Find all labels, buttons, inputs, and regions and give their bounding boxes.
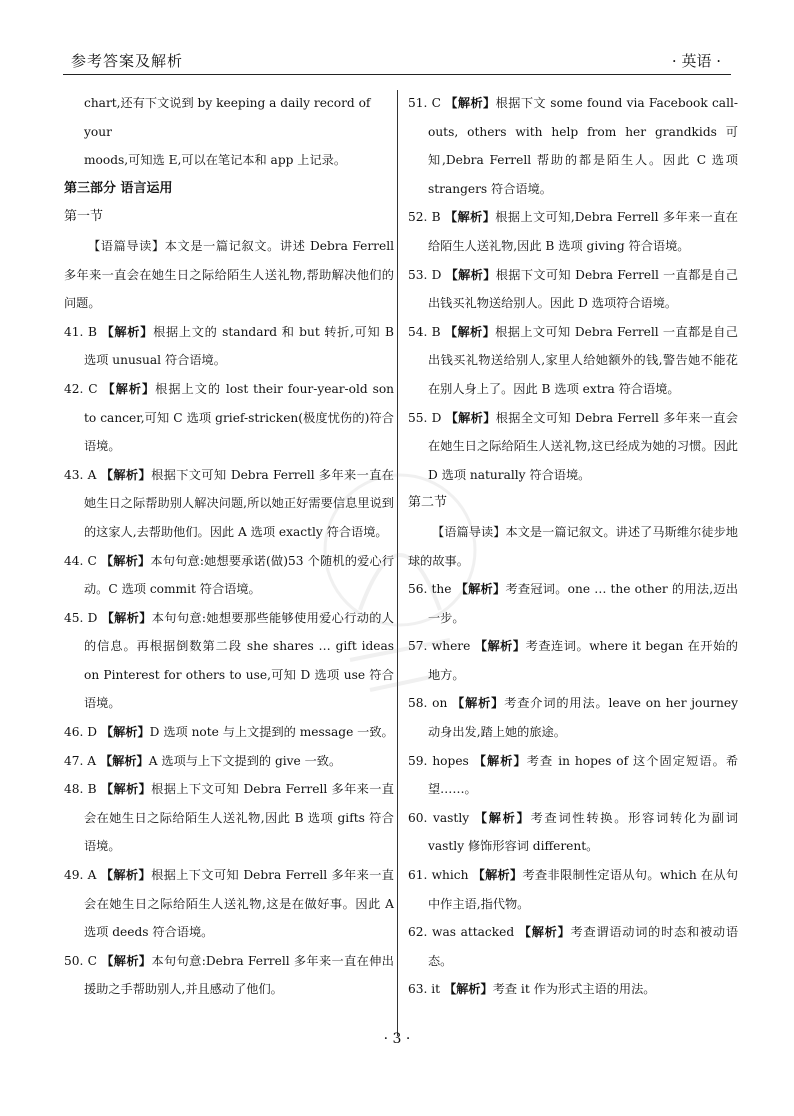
answer-list [408, 89, 738, 489]
answer-list [408, 575, 738, 1004]
answer-item [64, 547, 394, 604]
item-number: 56. [408, 582, 432, 597]
item-text: 根据上文可知 Debra Ferrell 一直都是自己出钱买礼物送给别人,家里人给她额外的钱,警告她不能花在别人身上了。因此 B 选项 extra 符合语境。 [428, 324, 738, 396]
reading-guide: 【语篇导读】本文是一篇记叙文。讲述了马斯维尔徒步地球的故事。 [408, 524, 738, 568]
item-tag: 【解析】 [455, 582, 506, 597]
answer-item [64, 718, 394, 747]
item-text: 根据全文可知 Debra Ferrell 多年来一直会在她生日之际给陌生人送礼物,这已经成为她的习惯。因此 D 选项 naturally 符合语境。 [428, 410, 738, 482]
item-text: 根据上下文可知 Debra Ferrell 多年来一直会在她生日之际给陌生人送礼物,这是在做好事。因此 A 选项 deeds 符合语境。 [84, 868, 394, 940]
header-subject: · 英语 · [671, 52, 721, 70]
item-number: 58. [408, 696, 433, 711]
intro-line-2: moods,可知选 E,可以在笔记本和 app 上记录。 [84, 153, 347, 168]
answer-item [408, 404, 738, 490]
answer-item [408, 632, 738, 689]
answer-item [408, 89, 738, 203]
item-tag: 【解析】 [444, 210, 496, 225]
answer-item [64, 947, 394, 1004]
item-tag: 【解析】 [100, 725, 150, 740]
item-number: 42. [64, 381, 89, 396]
item-text: 考查连词。where it began 在开始的地方。 [428, 639, 738, 682]
intro-line-1: chart,还有下文说到 by keeping a daily record of your [84, 96, 371, 139]
item-tag: 【解析】 [101, 324, 154, 339]
item-answer: C [87, 953, 102, 968]
item-number: 51. [408, 96, 432, 110]
item-tag: 【解析】 [445, 96, 496, 110]
item-text: 根据上文的 standard 和 but 转折,可知 B 选项 unusual 符合语境。 [84, 324, 394, 368]
item-answer: the [431, 582, 456, 597]
item-answer: B [431, 324, 445, 339]
item-number: 44. [64, 553, 88, 568]
item-number: 57. [408, 639, 432, 654]
item-text: 根据下文可知 Debra Ferrell 多年来一直在她生日之际帮助别人解决问题,所以她正好需要信息里说到的这家人,去帮助他们。因此 A 选项 exactly 符合语境。 [84, 467, 394, 539]
item-tag: 【解析】 [472, 868, 523, 883]
item-tag: 【解析】 [445, 410, 496, 425]
item-answer: B [87, 324, 102, 339]
item-answer: which [431, 868, 473, 883]
item-answer: D [431, 410, 446, 425]
item-number: 61. [408, 868, 432, 883]
item-tag: 【解析】 [99, 753, 149, 768]
right-column [408, 89, 738, 1004]
item-number: 43. [64, 467, 88, 482]
answer-item [408, 318, 738, 404]
answer-item [408, 804, 738, 861]
item-tag: 【解析】 [474, 810, 531, 825]
item-text: 根据上下文可知 Debra Ferrell 多年来一直会在她生日之际给陌生人送礼物,因此 B 选项 gifts 符合语境。 [84, 782, 394, 854]
item-answer: C [431, 96, 446, 110]
answer-item [64, 747, 394, 776]
answer-item [408, 203, 738, 260]
item-tag: 【解析】 [101, 953, 152, 968]
item-number: 60. [408, 810, 434, 825]
item-answer: C [87, 553, 101, 568]
answer-item [408, 575, 738, 632]
item-text: 根据上文可知,Debra Ferrell 多年来一直在给陌生人送礼物,因此 B 选项 giving 符合语境。 [428, 210, 738, 253]
item-number: 52. [408, 210, 432, 225]
item-text: A 选项与上下文提到的 give 一致。 [148, 753, 342, 768]
item-number: 48. [64, 782, 88, 797]
item-number: 62. [408, 925, 433, 940]
item-text: 根据下文 some found via Facebook call-outs, others with help from her grandkids 可知,Debra Ferrell 帮助的都是陌生人。因此 C 选项 strangers 符合语境。 [428, 96, 738, 196]
item-answer: A [87, 868, 101, 883]
item-tag: 【解析】 [100, 553, 151, 568]
item-answer: was attacked [432, 925, 519, 940]
answer-item [64, 318, 394, 375]
item-number: 47. [64, 753, 88, 768]
answer-item [408, 975, 738, 1004]
item-number: 53. [408, 267, 432, 282]
answer-item [64, 375, 394, 461]
item-text: 根据下文可知 Debra Ferrell 一直都是自己出钱买礼物送给别人。因此 D 选项符合语境。 [428, 267, 738, 311]
item-text: 本句句意:Debra Ferrell 多年来一直在伸出援助之手帮助别人,并且感动了他们。 [84, 953, 394, 997]
item-number: 50. [64, 953, 88, 968]
item-text: 考查谓语动词的时态和被动语态。 [428, 925, 739, 968]
item-tag: 【解析】 [100, 782, 152, 797]
item-answer: C [88, 381, 103, 396]
left-column [64, 89, 394, 1004]
answer-item [64, 861, 394, 947]
answer-item [408, 861, 738, 918]
item-tag: 【解析】 [445, 267, 496, 282]
item-number: 55. [408, 410, 432, 425]
item-tag: 【解析】 [444, 324, 496, 339]
item-answer: B [431, 210, 445, 225]
item-tag: 【解析】 [518, 925, 571, 940]
item-number: 54. [408, 324, 432, 339]
item-answer: where [431, 639, 475, 654]
answer-item [408, 747, 738, 804]
item-answer: D [87, 610, 102, 625]
item-text: 根据上文的 lost their four-year-old son to cancer,可知 C 选项 grief-stricken(极度忧伤的)符合语境。 [84, 381, 395, 454]
item-text: D 选项 note 与上文提到的 message 一致。 [149, 725, 394, 740]
item-number: 49. [64, 868, 88, 883]
section-title: 第二节 [408, 495, 448, 511]
answer-list [64, 318, 394, 1004]
answer-item [64, 461, 394, 547]
item-tag: 【解析】 [452, 696, 505, 711]
item-answer: D [431, 267, 446, 282]
item-answer: hopes [432, 753, 474, 768]
item-number: 41. [64, 324, 88, 339]
item-text: 考查词性转换。形容词转化为副词 vastly 修饰形容词 different。 [428, 810, 739, 854]
item-tag: 【解析】 [473, 753, 527, 768]
page-header [63, 46, 731, 75]
item-text: 考查介词的用法。leave on her journey 动身出发,踏上她的旅途。 [428, 696, 738, 740]
section-title: 第一节 [64, 209, 104, 225]
item-answer: on [432, 696, 453, 711]
item-answer: D [87, 725, 101, 740]
item-tag: 【解析】 [102, 381, 156, 396]
header-title: 参考答案及解析 [71, 52, 184, 70]
answer-item [64, 604, 394, 718]
item-tag: 【解析】 [101, 610, 152, 625]
item-text: 考查 it 作为形式主语的用法。 [492, 982, 656, 997]
item-text: 考查 in hopes of 这个固定短语。希望……。 [428, 753, 739, 797]
item-answer: A [87, 753, 100, 768]
answer-item [408, 918, 738, 975]
item-tag: 【解析】 [443, 982, 493, 997]
item-answer: it [431, 982, 444, 997]
item-number: 63. [408, 982, 432, 997]
item-tag: 【解析】 [100, 868, 152, 883]
item-text: 考查冠词。one … the other 的用法,迈出一步。 [428, 582, 739, 625]
item-number: 46. [64, 725, 88, 740]
item-text: 考查非限制性定语从句。which 在从句中作主语,指代物。 [428, 868, 739, 911]
part-title: 第三部分 语言运用 [64, 180, 173, 196]
item-number: 59. [408, 753, 433, 768]
item-text: 本句句意:她想要那些能够使用爱心行动的人的信息。再根据倒数第二段 she shares … gift ideas on Pinterest for others to use,可知 D 选项 use 符合语境。 [84, 610, 394, 711]
item-answer: A [87, 467, 101, 482]
answer-item [408, 261, 738, 318]
item-tag: 【解析】 [100, 467, 152, 482]
answer-item [408, 689, 738, 746]
item-answer: B [87, 782, 101, 797]
answer-item [64, 775, 394, 861]
reading-guide: 【语篇导读】本文是一篇记叙文。讲述 Debra Ferrell 多年来一直会在她生日之际给陌生人送礼物,帮助解决他们的问题。 [64, 238, 394, 311]
item-tag: 【解析】 [474, 639, 526, 654]
column-divider [397, 90, 398, 1036]
item-answer: vastly [433, 810, 475, 825]
item-number: 45. [64, 610, 88, 625]
page-number: · 3 · [383, 1031, 411, 1047]
item-text: 本句句意:她想要承诺(做)53 个随机的爱心行动。C 选项 commit 符合语境。 [84, 553, 395, 597]
